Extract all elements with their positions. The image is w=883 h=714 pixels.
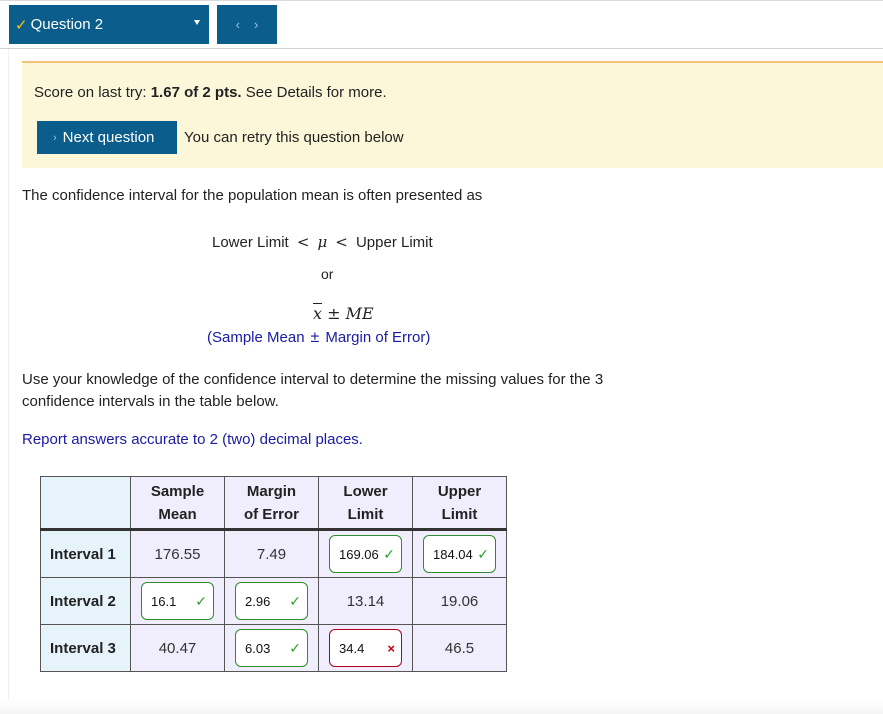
lower-limit-cell bbox=[319, 625, 413, 672]
confidence-interval-table bbox=[40, 476, 507, 672]
upper-limit-value: 46.5 bbox=[413, 625, 507, 672]
formula-upper: Upper Limit bbox=[355, 234, 433, 251]
next-question-button[interactable] bbox=[37, 121, 177, 154]
sample-mean-cell bbox=[131, 578, 225, 625]
score-text bbox=[34, 84, 387, 101]
header-blank bbox=[41, 477, 131, 530]
formula-xbar: $\overline{x}$ bbox=[313, 304, 323, 323]
table-header-row bbox=[41, 477, 507, 530]
table-row bbox=[41, 530, 507, 578]
retry-text: You can retry this question below bbox=[184, 129, 404, 146]
chevron-right-icon: › bbox=[53, 131, 57, 144]
header-divider bbox=[0, 48, 883, 49]
lower-limit-input[interactable]: 169.06 ✓ bbox=[329, 535, 402, 573]
header-upper-limit: Upper Limit bbox=[413, 477, 507, 530]
bottom-edge bbox=[0, 700, 883, 714]
formula-limits bbox=[212, 233, 433, 251]
score-suffix: See Details for more. bbox=[241, 84, 387, 101]
margin-of-error-value: 7.49 bbox=[225, 530, 319, 578]
margin-of-error-input[interactable]: 2.96 ✓ bbox=[235, 582, 308, 620]
formula-words-right: Margin of Error) bbox=[325, 329, 431, 346]
score-prefix: Score on last try: bbox=[34, 84, 151, 101]
next-question-icon[interactable]: › bbox=[254, 17, 259, 32]
score-banner bbox=[22, 61, 883, 168]
lower-limit-input[interactable]: 34.4 × bbox=[329, 629, 402, 667]
lower-limit-value: 13.14 bbox=[319, 578, 413, 625]
table-row bbox=[41, 625, 507, 672]
formula-mu: μ bbox=[317, 233, 328, 251]
upper-limit-input[interactable]: 184.04 ✓ bbox=[423, 535, 496, 573]
upper-limit-value: 19.06 bbox=[413, 578, 507, 625]
score-value: 1.67 of 2 pts. bbox=[150, 84, 242, 101]
sample-mean-value: 40.47 bbox=[131, 625, 225, 672]
margin-of-error-cell bbox=[225, 625, 319, 672]
question-label: Question 2 bbox=[30, 16, 104, 33]
formula-words bbox=[207, 329, 430, 347]
formula-pm-me: ± ME bbox=[322, 304, 374, 323]
margin-of-error-cell bbox=[225, 578, 319, 625]
header-lower-limit: Lower Limit bbox=[319, 477, 413, 530]
top-border bbox=[0, 0, 883, 1]
prev-question-icon[interactable]: ‹ bbox=[235, 17, 240, 32]
sample-mean-value: 176.55 bbox=[131, 530, 225, 578]
instructions: Use your knowledge of the confidence interval to determine the missing values for the 3 confidence intervals in the table below. bbox=[22, 371, 604, 410]
formula-lt-2: < bbox=[335, 233, 348, 251]
caret-down-icon bbox=[194, 20, 200, 25]
report-note: Report answers accurate to 2 (two) decimal places. bbox=[22, 431, 363, 448]
left-gutter bbox=[8, 49, 9, 714]
upper-limit-cell bbox=[413, 530, 507, 578]
row-label: Interval 1 bbox=[41, 530, 131, 578]
question-selector[interactable] bbox=[9, 5, 209, 44]
correct-check-icon: ✓ bbox=[195, 592, 207, 609]
question-nav bbox=[217, 5, 277, 44]
lower-limit-cell bbox=[319, 530, 413, 578]
formula-lower: Lower Limit bbox=[212, 234, 289, 251]
sample-mean-input[interactable]: 16.1 ✓ bbox=[141, 582, 214, 620]
check-icon: ✓ bbox=[15, 16, 28, 34]
row-label: Interval 2 bbox=[41, 578, 131, 625]
correct-check-icon: ✓ bbox=[289, 592, 301, 609]
formula-words-left: (Sample Mean bbox=[207, 329, 305, 346]
formula-xbar-me bbox=[313, 304, 374, 323]
or-text: or bbox=[321, 266, 334, 282]
formula-words-pm: ± bbox=[310, 329, 320, 346]
correct-check-icon: ✓ bbox=[289, 639, 301, 656]
correct-check-icon: ✓ bbox=[477, 545, 489, 562]
header-sample-mean: Sample Mean bbox=[131, 477, 225, 530]
margin-of-error-input[interactable]: 6.03 ✓ bbox=[235, 629, 308, 667]
correct-check-icon: ✓ bbox=[383, 545, 395, 562]
formula-lt-1: < bbox=[296, 233, 310, 251]
row-label: Interval 3 bbox=[41, 625, 131, 672]
next-question-label: Next question bbox=[62, 129, 155, 146]
header-margin-of-error: Margin of Error bbox=[225, 477, 319, 530]
table-row bbox=[41, 578, 507, 625]
incorrect-x-icon: × bbox=[387, 640, 395, 656]
intro-text: The confidence interval for the population mean is often presented as bbox=[22, 187, 483, 204]
